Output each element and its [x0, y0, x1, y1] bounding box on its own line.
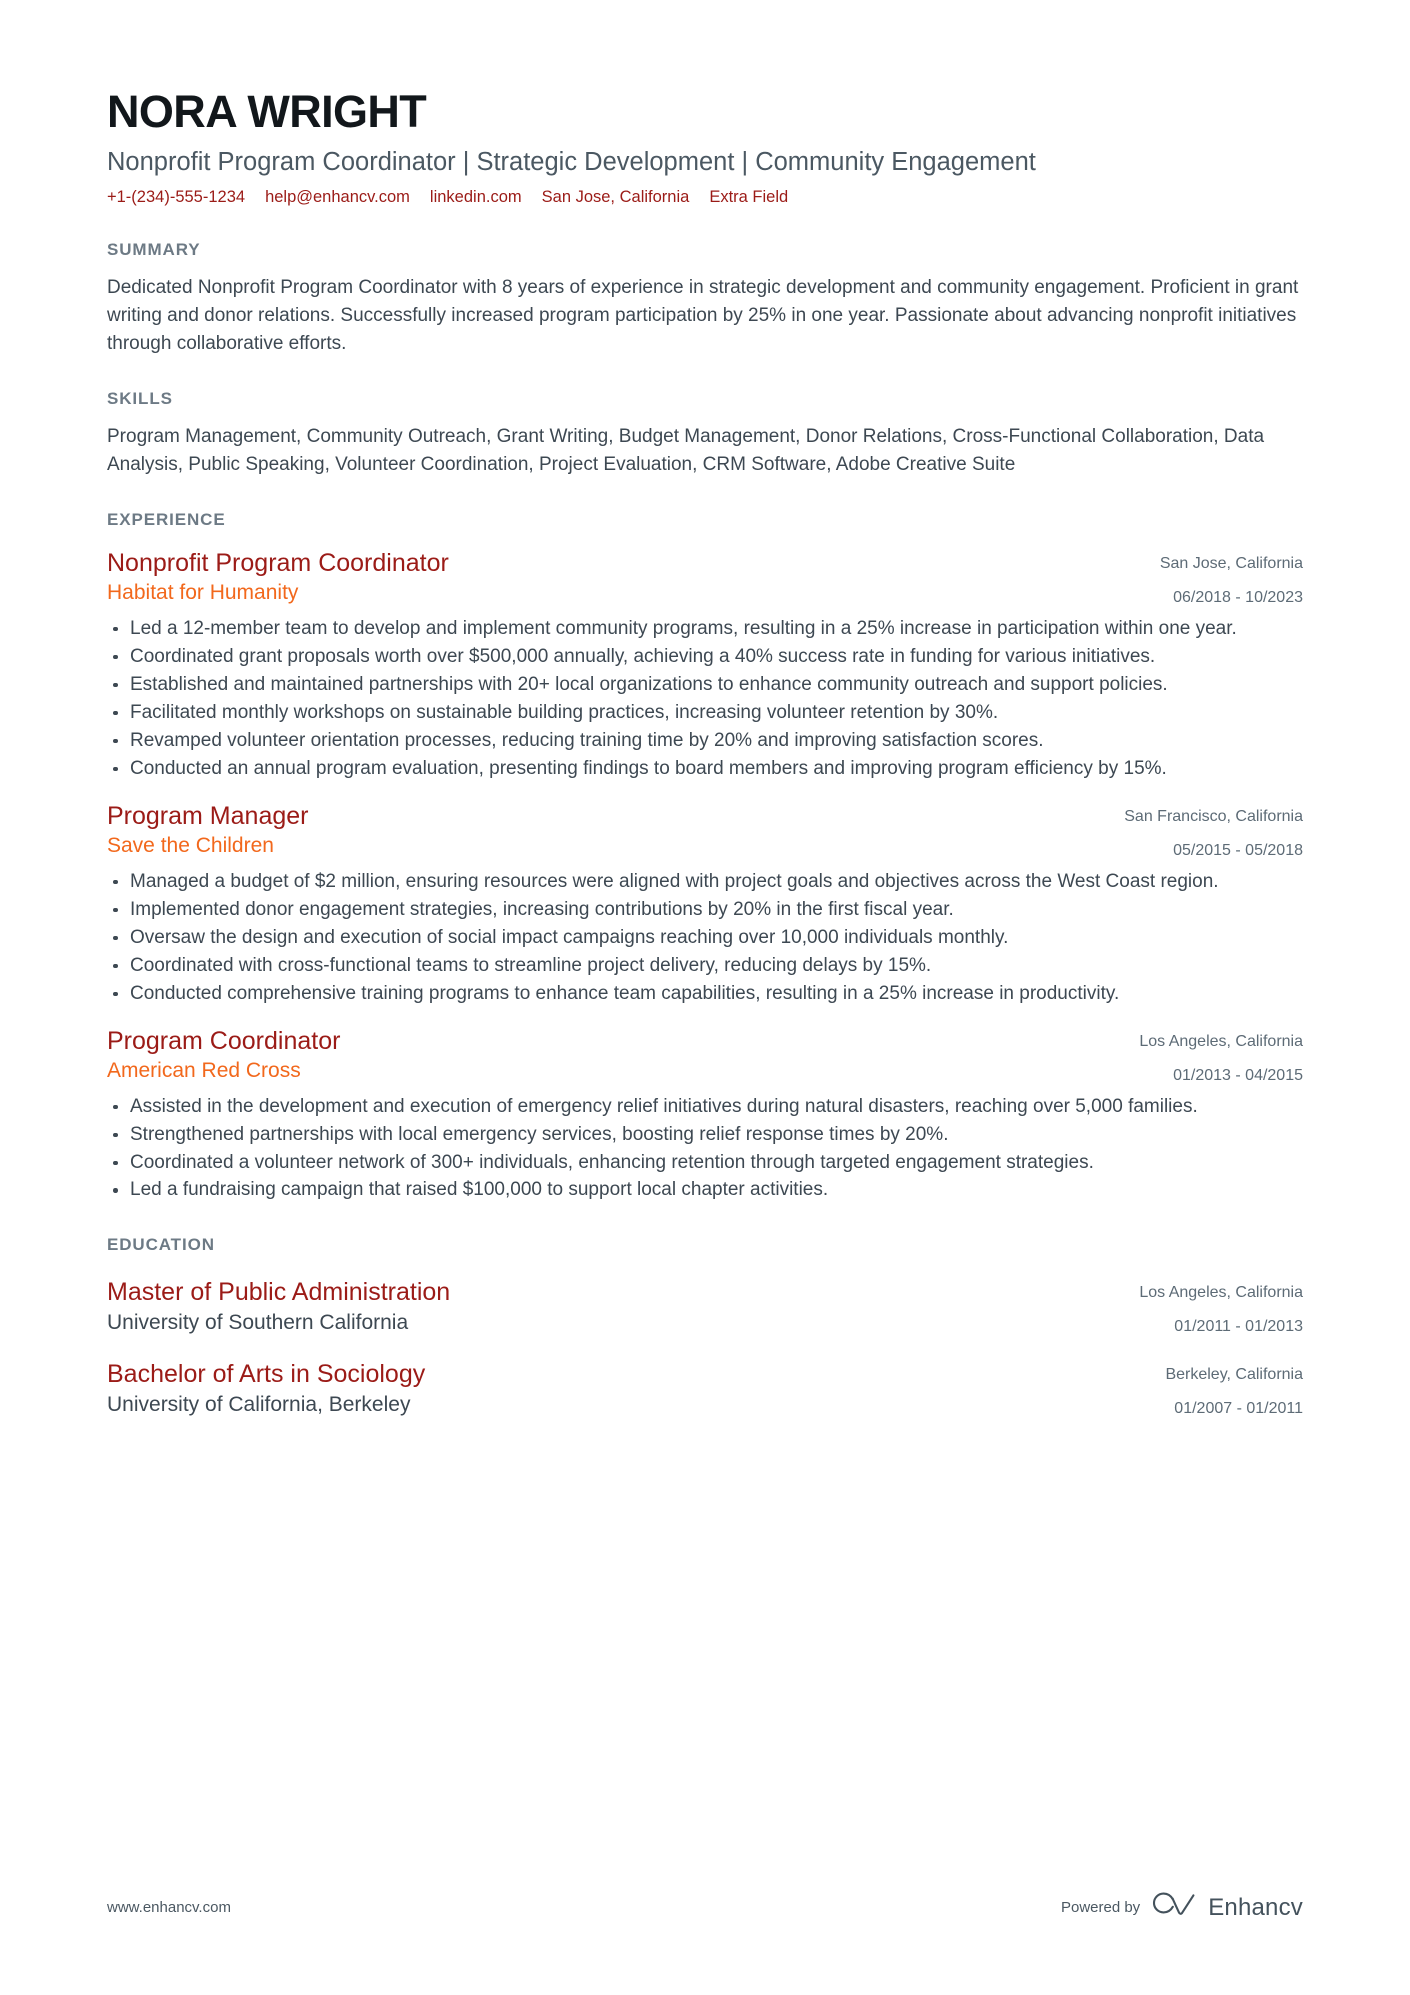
experience-entry-right: [1160, 548, 1303, 608]
skills-text: Program Management, Community Outreach, Grant Writing, Budget Management, Donor Relations, Cross-Functional Collaboration, Data Analysis, Public Speaking, Volunteer Coordination, Project Evaluation, CRM Software, Adobe Creative Suite: [107, 426, 1265, 475]
education-entry-right: [1139, 1277, 1303, 1337]
experience-entry-right: [1124, 801, 1303, 861]
footer-website-url[interactable]: www.enhancv.com: [107, 1899, 231, 1916]
job-dates: 06/2018 - 10/2023: [1173, 588, 1303, 606]
section-skills: [107, 389, 1303, 479]
school-location: Los Angeles, California: [1139, 1284, 1303, 1302]
powered-by-label: Powered by: [1060, 1899, 1141, 1916]
job-bullet: Coordinated grant proposals worth over $500,000 annually, achieving a 40% success rate in funding for various initiatives.: [107, 644, 1303, 671]
section-title-summary: SUMMARY: [107, 240, 201, 260]
employer-name: Save the Children: [107, 834, 274, 858]
employer-name: Habitat for Humanity: [107, 581, 299, 605]
section-education: [107, 1235, 1303, 1419]
experience-entry-header: [107, 1026, 1303, 1086]
section-summary: [107, 240, 1303, 358]
job-bullet: Conducted comprehensive training programs to enhance team capabilities, resulting in a 25% increase in productivity.: [107, 981, 1303, 1008]
footer-branding: [1061, 1892, 1303, 1923]
contact-email[interactable]: help@enhancv.com: [265, 188, 410, 207]
job-bullet: Coordinated a volunteer network of 300+ individuals, enhancing retention through targeted engagement strategies.: [107, 1150, 1303, 1177]
job-title: Nonprofit Program Coordinator: [107, 548, 449, 577]
contact-extra-field: Extra Field: [709, 188, 789, 207]
experience-entry: [107, 1026, 1303, 1205]
job-bullet: Implemented donor engagement strategies, increasing contributions by 20% in the first fiscal year.: [107, 897, 1303, 924]
contact-phone[interactable]: +1-(234)-555-1234: [107, 188, 246, 207]
experience-entry-right: [1139, 1026, 1303, 1086]
job-title: Program Manager: [107, 801, 309, 830]
experience-entry-header: [107, 801, 1303, 861]
job-bullet-list: [107, 1094, 1303, 1205]
job-bullet: Led a fundraising campaign that raised $100,000 to support local chapter activities.: [107, 1177, 1303, 1204]
section-experience: [107, 510, 1303, 1205]
job-bullet-list: [107, 869, 1303, 1008]
job-bullet: Revamped volunteer orientation processes, reducing training time by 20% and improving satisfaction scores.: [107, 728, 1303, 755]
education-entry-left: [107, 1359, 1165, 1418]
experience-entry-left: [107, 548, 1160, 607]
experience-entry: [107, 548, 1303, 783]
section-title-skills: SKILLS: [107, 389, 173, 409]
job-bullet: Established and maintained partnerships with 20+ local organizations to enhance community outreach and support policies.: [107, 672, 1303, 699]
section-title-experience: EXPERIENCE: [107, 509, 226, 529]
education-entry-left: [107, 1277, 1139, 1336]
section-title-education: EDUCATION: [107, 1235, 215, 1255]
contact-location: San Jose, California: [541, 188, 690, 207]
enhancv-brand-name: Enhancv: [1208, 1893, 1303, 1921]
education-entry: [107, 1277, 1303, 1337]
school-name: University of California, Berkeley: [107, 1392, 411, 1416]
school-dates: 01/2011 - 01/2013: [1174, 1318, 1303, 1336]
education-entry-header: [107, 1359, 1303, 1419]
experience-entry-left: [107, 1026, 1139, 1085]
school-dates: 01/2007 - 01/2011: [1174, 1400, 1303, 1418]
contact-row: [107, 186, 1303, 209]
job-location: Los Angeles, California: [1139, 1032, 1303, 1050]
job-location: San Jose, California: [1159, 554, 1303, 572]
page-title: NORA WRIGHT: [107, 86, 427, 137]
experience-entry-header: [107, 548, 1303, 608]
job-bullet: Facilitated monthly workshops on sustainable building practices, increasing volunteer retention by 30%.: [107, 700, 1303, 727]
degree-title: Bachelor of Arts in Sociology: [107, 1360, 426, 1389]
job-bullet: Managed a budget of $2 million, ensuring resources were aligned with project goals and objectives across the West Coast region.: [107, 869, 1303, 896]
experience-entry: [107, 801, 1303, 1008]
job-bullet: Assisted in the development and execution of emergency relief initiatives during natural disasters, reaching over 5,000 families.: [107, 1094, 1303, 1121]
education-entry-right: [1165, 1359, 1303, 1419]
education-entry: [107, 1359, 1303, 1419]
experience-entry-left: [107, 801, 1124, 860]
summary-text: Dedicated Nonprofit Program Coordinator with 8 years of experience in strategic development and community engagement. Proficient in grant writing and donor relations. Successfully increased program participation by 25% in one year. Passionate about advancing nonprofit initiatives through collaborative efforts.: [107, 277, 1299, 355]
job-dates: 05/2015 - 05/2018: [1173, 841, 1303, 859]
page-footer: [107, 1892, 1303, 1923]
enhancv-logo-icon: [1152, 1892, 1196, 1923]
job-bullet: Oversaw the design and execution of social impact campaigns reaching over 10,000 individuals monthly.: [107, 925, 1303, 952]
job-bullet: Conducted an annual program evaluation, presenting findings to board members and improving program efficiency by 15%.: [107, 756, 1303, 783]
job-bullet: Led a 12-member team to develop and implement community programs, resulting in a 25% increase in participation within one year.: [107, 616, 1303, 643]
job-bullet: Coordinated with cross-functional teams to streamline project delivery, reducing delays by 15%.: [107, 953, 1303, 980]
job-location: San Francisco, California: [1124, 807, 1303, 825]
job-bullet-list: [107, 616, 1303, 783]
job-title: Program Coordinator: [107, 1026, 341, 1055]
school-name: University of Southern California: [107, 1310, 409, 1334]
education-entry-header: [107, 1277, 1303, 1337]
employer-name: American Red Cross: [107, 1059, 301, 1083]
degree-title: Master of Public Administration: [107, 1278, 451, 1307]
professional-headline: Nonprofit Program Coordinator | Strategic Development | Community Engagement: [107, 147, 1036, 176]
job-bullet: Strengthened partnerships with local emergency services, boosting relief response times by 20%.: [107, 1122, 1303, 1149]
school-location: Berkeley, California: [1165, 1366, 1303, 1384]
resume-header: [107, 0, 1303, 209]
contact-linkedin[interactable]: linkedin.com: [429, 188, 522, 207]
job-dates: 01/2013 - 04/2015: [1173, 1066, 1303, 1084]
